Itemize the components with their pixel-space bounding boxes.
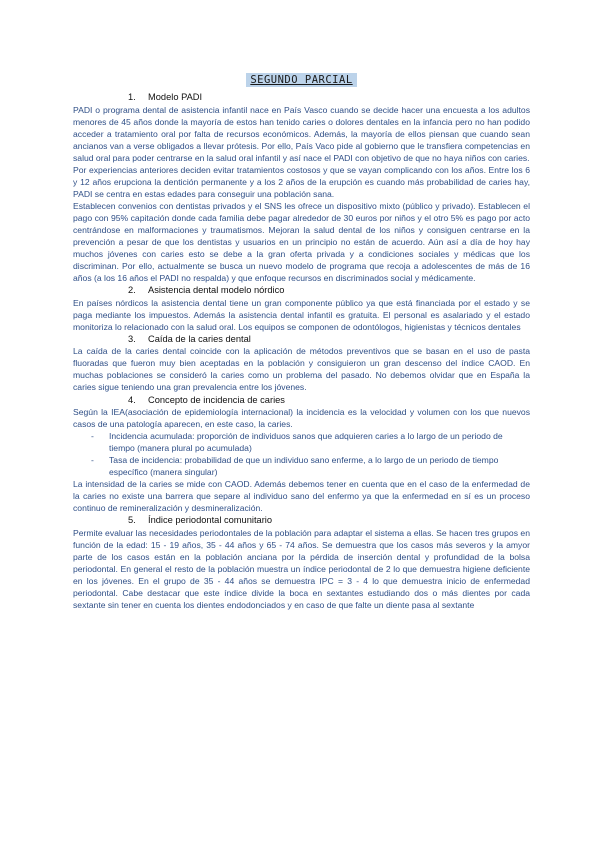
section-heading-5 — [73, 514, 530, 527]
paragraph: La intensidad de la caries se mide con CAOD. Además debemos tener en cuenta que en el caso de la enfermedad de la caries no existe una barrera que separe al individuo sano del enfermo ya que la enfermedad en sí es un proceso continuo de remineralización y desmineralización. — [73, 479, 530, 514]
page-title: SEGUNDO PARCIAL — [246, 73, 356, 87]
dash-bullet-icon: - — [91, 455, 94, 466]
section-title: Concepto de incidencia de caries — [148, 394, 285, 405]
paragraph: Establecen convenios con dentistas privados y el SNS les ofrece un dispositivo mixto (público y privado). Establecen el pago con 95% capitación donde cada familia debe pagar alrededor de 30 euros por niños y el otro 5% es pago por acto centrándose en malformaciones y traumatismos. Mejoran la salud dental de los niños y consiguen centrarse en la prevención a pesar de que los dentistas y usuarios en un principio no están de acuerdo. Aún así a día de hoy hay muchos jóvenes con caries esto se debe a la gran oferta privada y a condiciones sociales y médicas que los discriminan. Por ello, actualmente se busca un nuevo modelo de programa que recoja a adolescentes de más de 16 años (a los 16 años el PADI no respalda) y que enfoque recursos en discriminados social y médicamente. — [73, 200, 530, 284]
section-number: 5. — [128, 515, 136, 526]
section-title: Caída de la caries dental — [148, 333, 251, 344]
paragraph: La caída de la caries dental coincide con la aplicación de métodos preventivos que se basan en el uso de pasta fluoradas que fueron muy bien aceptadas en la población y consiguieron un gran descenso del índice CAOD. En muchas poblaciones se consideró la caries como un problema del pasado. No debemos olvidar que en España la caries sigue teniendo una gran prevalencia entre los jóvenes. — [73, 346, 530, 393]
section-title: Índice periodontal comunitario — [148, 515, 273, 526]
section-number: 2. — [128, 285, 136, 296]
section-heading-3 — [73, 333, 530, 346]
section-number: 4. — [128, 394, 136, 405]
section-title: Modelo PADI — [148, 92, 203, 102]
paragraph: Según la IEA(asociación de epidemiología internacional) la incidencia es la velocidad y volumen con los que nuevos casos de una patología aparecen, en este caso, la caries. — [73, 407, 530, 430]
dash-bullet-icon: - — [91, 431, 94, 442]
list-item — [91, 454, 530, 478]
list-item-text: Tasa de incidencia: probabilidad de que un individuo sano enferme, a lo largo de un periodo de tiempo específico (manera singular) — [109, 455, 499, 478]
section-title: Asistencia dental modelo nórdico — [148, 285, 285, 296]
section-heading-4 — [73, 394, 530, 407]
paragraph: Permite evaluar las necesidades periodontales de la población para adaptar el sistema a ellas. Se hacen tres grupos en función de la edad: 15 - 19 años, 35 - 44 años y 65 - 74 años. Se demuestra que los casos más severos y la amyor parte de los casos están en la población anciana por la pérdida de inserción dental y profundidad de la bolsa periodontal. En general el resto de la población muestra un índice periodontal de 2 lo que demuestra higiene deficiente en los jóvenes. En el grupo de 35 - 44 años se demuestra IPC = 3 - 4 lo que demuestra inicio de enfermedad periodontal. Cabe destacar que este índice divide la boca en sextantes estudiando dos o más dientes por cada sextante sin tener en cuenta los dientes endodonciados y en caso de que falte un diente pasa al sextante — [73, 527, 530, 611]
list-item — [91, 430, 530, 454]
paragraph: Por experiencias anteriores deciden evitar tratamientos costosos y que se vayan complicando con los años. Entre los 6 y 12 años erupciona la dentición permanente y a los 2 años de la erupción es cuando más probabilidad de caries hay, PADI se centra en estas edades para conseguir una población sana. — [73, 164, 530, 199]
section-heading-1 — [73, 91, 530, 104]
list-item-text: Incidencia acumulada: proporción de individuos sanos que adquieren caries a lo largo de un periodo de tiempo (manera plural po acumulada) — [109, 431, 503, 454]
paragraph: PADI o programa dental de asistencia infantil nace en País Vasco cuando se decide hacer una encuesta a los adultos menores de 45 años donde la mayoría de estos han tenido caries o dolores dentales en la infancia pero no han podido acceder a tratamiento oral por falta de recursos económicos. Además, la mayoría de ellos piensan que cuando sean ancianos van a verse obligados a llevar prótesis. Por ello, País Vaco pide al gobierno que le transfiera competencias en salud oral para poder centrarse en la salud oral infantil y así nace el PADI con objetivo de que no haya niños con caries. — [73, 104, 530, 163]
paragraph: En países nórdicos la asistencia dental tiene un gran componente público ya que está financiada por el estado y se paga mediante los impuestos. Además la asistencia dental infantil es gratuita. El personal es asalariado y el estado monitoriza lo relacionado con la salud oral. Los equipos se componen de odontólogos, higienistas y técnicos dentales — [73, 297, 530, 332]
section-number: 3. — [128, 333, 136, 344]
bullet-list — [73, 430, 530, 478]
section-number: 1. — [128, 92, 136, 102]
section-heading-2 — [73, 284, 530, 297]
title-container — [73, 70, 530, 88]
